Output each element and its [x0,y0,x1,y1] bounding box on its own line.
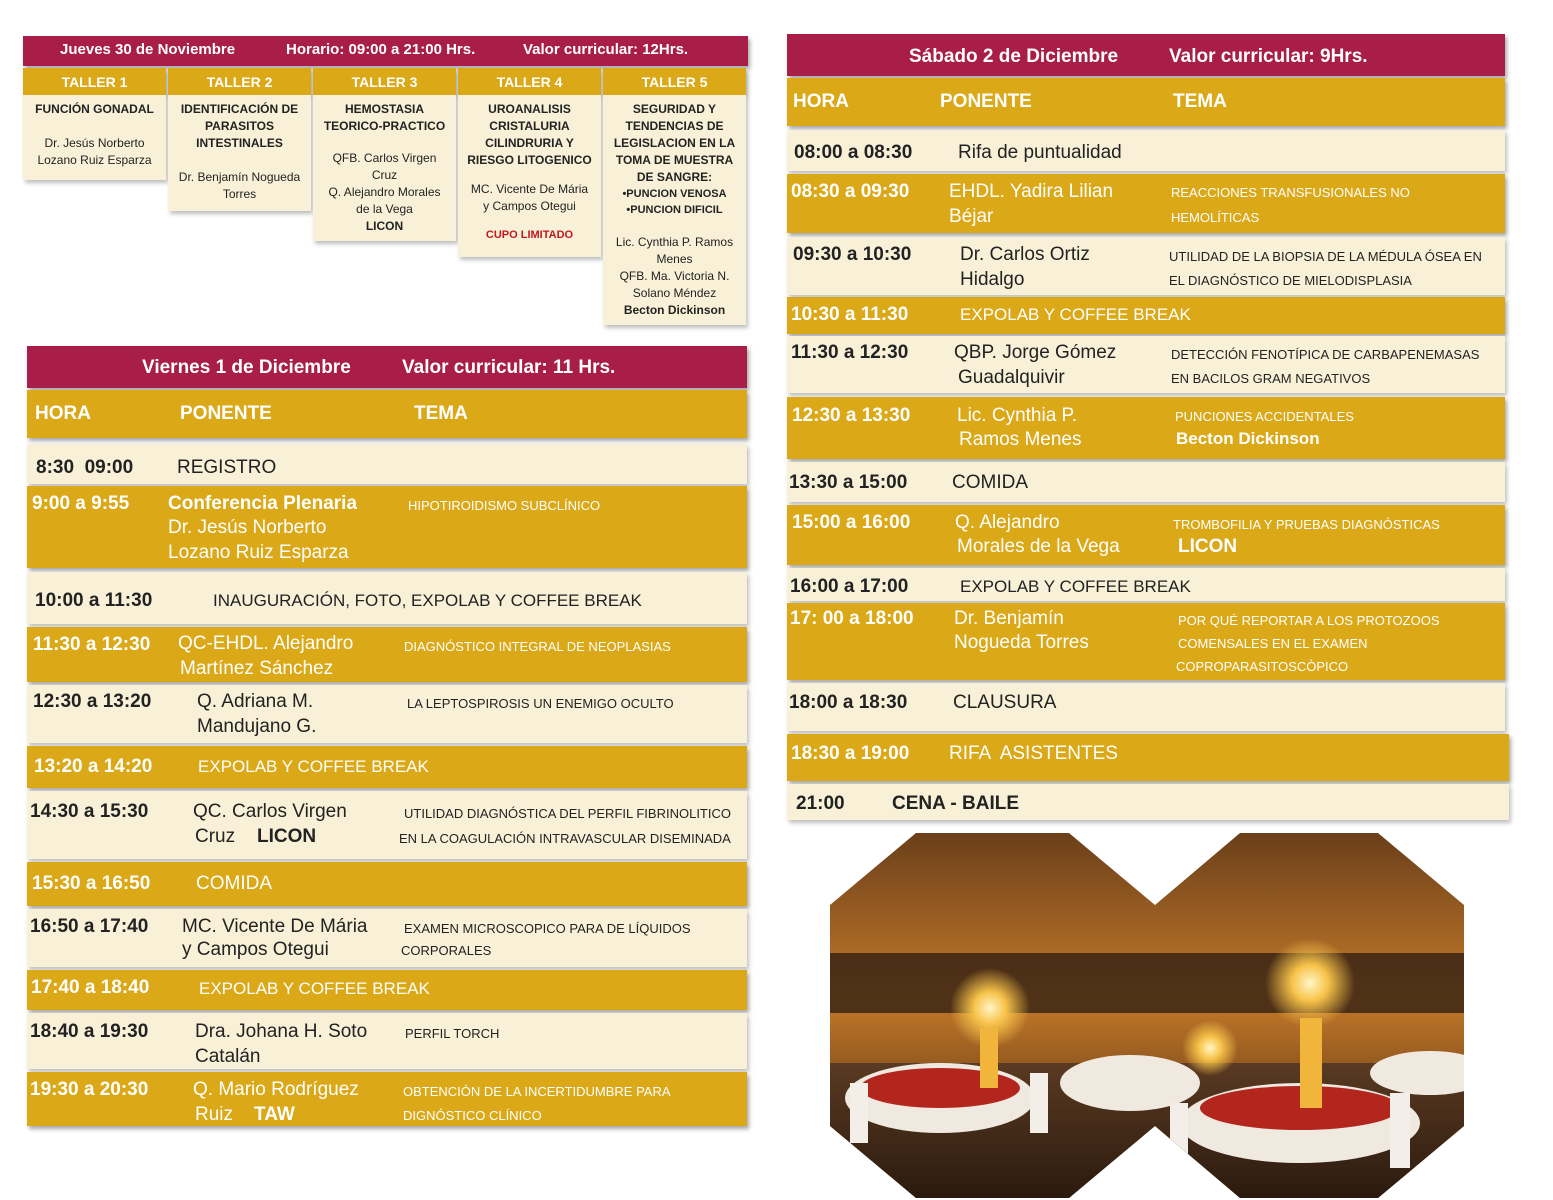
viernes-row-2-topic: HIPOTIROIDISMO SUBCLÍNICO [408,498,601,513]
viernes-row-2-time: 9:00 a 9:55 [32,493,130,514]
viernes-row-12-speaker-2: Ruiz [195,1104,234,1125]
viernes-row-11-topic: PERFIL TORCH [405,1026,500,1041]
sabado-row-12 [787,734,1509,781]
sabado-row-3-topic-2: EL DIAGNÓSTICO DE MIELODISPLASIA [1169,273,1412,288]
taller-3-speaker-line-2: Cruz [371,168,398,182]
taller-4-topic: UROANALISIS CRISTALURIA CILINDRURIA Y RIESGO LITOGENICO [467,102,592,167]
viernes-row-7-topic-2: EN LA COAGULACIÓN INTRAVASCULAR DISEMINADA [399,831,731,846]
sabado-row-11-time: 18:00 a 18:30 [789,692,908,713]
viernes-row-7-speaker-2: Cruz [195,826,236,847]
sabado-row-9-activity: EXPOLAB Y COFFEE BREAK [960,577,1191,596]
sabado-valor: Valor curricular: 9Hrs. [1169,46,1368,67]
restaurant-photo [830,833,1480,1198]
jueves-horario: Horario: 09:00 a 21:00 Hrs. [286,41,476,58]
sabado-row-6-speaker: Lic. Cynthia P. [957,405,1078,426]
taller-5-topic: SEGURIDAD Y TENDENCIAS DE LEGISLACION EN LA TOMA DE MUESTRA DE SANGRE: [613,102,736,184]
taller-5-speaker-line-2: Menes [656,252,693,266]
sabado-row-11-activity: CLAUSURA [953,692,1057,713]
sabado-row-10-speaker: Dr. Benjamín [954,608,1064,629]
sabado-row-13-activity: CENA - BAILE [892,793,1020,814]
viernes-row-6-time: 13:20 a 14:20 [34,756,153,777]
taller-5 [603,68,746,325]
sabado-row-9-time: 16:00 a 17:00 [790,576,909,597]
sabado-row-8 [787,505,1505,565]
taller-5-bullet-2: •PUNCION DIFICIL [626,204,723,216]
sabado-row-12-activity: RIFA ASISTENTES [949,743,1118,764]
viernes-date: Viernes 1 de Diciembre [142,357,351,378]
viernes-row-8-activity: COMIDA [196,873,272,894]
sabado-col-hora: HORA [793,91,849,112]
taller-3-speaker-line-4: de la Vega [356,202,413,216]
sabado-col-ponente: PONENTE [940,91,1032,112]
taller-2-topic: IDENTIFICACIÓN DE PARASITOS INTESTINALES [180,102,299,150]
sabado-row-3-time: 09:30 a 10:30 [793,244,912,265]
viernes-row-1 [27,444,747,484]
sabado-row-2-speaker: EHDL. Yadira Lilian [949,181,1114,202]
sabado-row-5-topic: DETECCIÓN FENOTÍPICA DE CARBAPENEMASAS [1171,347,1480,362]
sabado-row-11 [787,683,1505,731]
sabado-row-4-time: 10:30 a 11:30 [791,304,909,325]
sabado-row-4-activity: EXPOLAB Y COFFEE BREAK [960,305,1191,324]
jueves-header [23,36,748,66]
sabado-row-3 [787,237,1505,295]
taller-4-speaker-line-2: y Campos Otegui [483,199,576,213]
viernes-row-9-time: 16:50 a 17:40 [30,916,149,937]
viernes-row-12-speaker: Q. Mario Rodríguez [193,1079,359,1100]
taller-5-sponsor: Becton Dickinson [623,303,726,317]
taller-1-speaker-line-1: Dr. Jesús Norberto [44,136,145,150]
jueves-date: Jueves 30 de Noviembre [60,41,236,58]
sabado-row-8-time: 15:00 a 16:00 [792,512,911,533]
sabado-row-4 [787,297,1505,334]
sabado-col-tema: TEMA [1173,91,1227,112]
viernes-row-9-speaker-2: y Campos Otegui [182,939,329,960]
viernes-col-ponente: PONENTE [180,403,272,424]
taller-1-body [23,95,166,180]
sabado-row-7 [787,462,1505,502]
taller-5-body [603,95,746,325]
viernes-row-2 [27,486,747,568]
viernes-row-12-time: 19:30 a 20:30 [30,1079,149,1100]
taller-1-speaker-line-2: Lozano Ruiz Esparza [37,153,152,167]
sabado-row-7-activity: COMIDA [952,472,1028,493]
sabado-row-5-time: 11:30 a 12:30 [791,342,909,363]
taller-3-sponsor: LICON [365,219,404,233]
taller-5-title: TALLER 5 [603,68,746,95]
sabado-row-2-topic: REACCIONES TRANSFUSIONALES NO [1171,185,1410,200]
viernes-row-12-topic: OBTENCIÓN DE LA INCERTIDUMBRE PARA [403,1084,671,1099]
viernes-col-tema: TEMA [414,403,468,424]
sabado-row-10-topic: POR QUÉ REPORTAR A LOS PROTOZOOS [1178,613,1440,628]
viernes-row-4-topic: DIAGNÓSTICO INTEGRAL DE NEOPLASIAS [404,639,671,654]
viernes-row-11-speaker: Dra. Johana H. Soto [195,1021,368,1042]
sabado-date: Sábado 2 de Diciembre [909,46,1119,67]
sabado-row-13 [787,784,1509,820]
sabado-row-2-speaker-2: Béjar [949,206,994,227]
viernes-row-12-sponsor: TAW [254,1104,295,1125]
sabado-row-7-time: 13:30 a 15:00 [789,472,908,493]
sabado-row-10-topic-3: COPROPARASITOSCÒPICO [1176,659,1349,674]
viernes-row-12-topic-2: DIGNÓSTICO CLÍNICO [403,1108,542,1123]
viernes-row-3 [27,572,747,624]
sabado-header [787,34,1505,76]
sabado-row-8-topic: TROMBOFILIA Y PRUEBAS DIAGNÓSTICAS [1173,517,1440,532]
taller-3-title: TALLER 3 [313,68,456,95]
sabado-row-10-time: 17: 00 a 18:00 [790,608,914,629]
taller-4-note: CUPO LIMITADO [485,229,574,241]
viernes-row-3-activity: INAUGURACIÓN, FOTO, EXPOLAB Y COFFEE BREAK [213,591,642,610]
viernes-row-7-sponsor: LICON [257,826,317,847]
taller-5-speaker-line-3: QFB. Ma. Victoria N. [619,269,730,283]
viernes-row-5-speaker-2: Mandujano G. [197,716,317,737]
sabado-row-3-speaker-2: Hidalgo [960,269,1025,290]
taller-5-bullet-1: •PUNCION VENOSA [622,188,727,200]
viernes-row-5-speaker: Q. Adriana M. [197,691,314,712]
sabado-row-6 [787,397,1505,459]
taller-3-topic: HEMOSTASIA TEORICO-PRACTICO [323,102,446,133]
viernes-row-5-time: 12:30 a 13:20 [33,691,152,712]
sabado-row-6-topic: PUNCIONES ACCIDENTALES [1175,409,1354,424]
taller-1-topic: FUNCIÓN GONADAL [35,102,154,116]
sabado-row-8-speaker: Q. Alejandro [955,512,1060,533]
taller-2-title: TALLER 2 [168,68,311,95]
viernes-col-hora: HORA [35,403,91,424]
viernes-row-9-topic: EXAMEN MICROSCOPICO PARA DE LÍQUIDOS [404,921,691,936]
viernes-row-10-time: 17:40 a 18:40 [31,977,150,998]
sabado-row-2 [787,174,1505,233]
sabado-row-12-time: 18:30 a 19:00 [791,743,910,764]
taller-5-speaker-line-1: Lic. Cynthia P. Ramos [615,235,734,249]
viernes-row-11 [27,1013,747,1069]
viernes-row-7-speaker: QC. Carlos Virgen [193,801,347,822]
taller-2-body [168,95,311,211]
viernes-row-9 [27,909,747,967]
sabado-row-8-sponsor: LICON [1178,536,1238,557]
sabado-row-1-activity: Rifa de puntualidad [958,142,1122,163]
sabado-row-3-speaker: Dr. Carlos Ortiz [960,244,1090,265]
viernes-row-2-speaker-bold: Conferencia Plenaria [168,493,358,514]
viernes-row-2-speaker-2: Lozano Ruiz Esparza [168,542,349,563]
taller-4-title: TALLER 4 [458,68,601,95]
taller-2 [168,68,311,211]
viernes-row-3-time: 10:00 a 11:30 [35,590,153,611]
sabado-row-6-time: 12:30 a 13:30 [792,405,911,426]
taller-3 [313,68,456,241]
sabado-row-5-speaker-2: Guadalquivir [958,367,1065,388]
viernes-header [27,346,747,388]
viernes-row-1-time: 8:30 09:00 [36,457,134,478]
viernes-row-7-topic: UTILIDAD DIAGNÓSTICA DEL PERFIL FIBRINOLITICO [404,806,731,821]
viernes-valor: Valor curricular: 11 Hrs. [402,357,616,378]
sabado-row-2-topic-2: HEMOLÍTICAS [1171,210,1260,225]
viernes-row-1-speaker: REGISTRO [177,457,277,478]
viernes-row-10-activity: EXPOLAB Y COFFEE BREAK [199,979,430,998]
taller-3-speaker-line-1: QFB. Carlos Virgen [332,151,437,165]
sabado-row-5-speaker: QBP. Jorge Gómez [954,342,1117,363]
sabado-row-8-speaker-2: Morales de la Vega [957,536,1120,557]
sabado-row-1-time: 08:00 a 08:30 [794,142,913,163]
viernes-row-4-time: 11:30 a 12:30 [33,634,151,655]
jueves-valor: Valor curricular: 12Hrs. [523,41,689,58]
taller-2-speaker-line-1: Dr. Benjamín Nogueda [178,170,301,184]
sabado-row-5-topic-2: EN BACILOS GRAM NEGATIVOS [1171,371,1371,386]
viernes-row-7-time: 14:30 a 15:30 [30,801,149,822]
viernes-row-9-speaker: MC. Vicente De Mária [182,916,368,937]
viernes-row-12 [27,1072,747,1126]
sabado-row-10-speaker-2: Nogueda Torres [954,632,1089,653]
sabado-column-header [787,78,1505,126]
viernes-row-6-activity: EXPOLAB Y COFFEE BREAK [198,757,429,776]
sabado-row-10 [787,603,1505,680]
sabado-row-5 [787,336,1505,393]
viernes-row-4 [27,627,747,682]
taller-1 [23,68,166,180]
viernes-row-6 [27,746,747,788]
viernes-row-4-speaker: QC-EHDL. Alejandro [178,633,354,654]
viernes-row-5-topic: LA LEPTOSPIROSIS UN ENEMIGO OCULTO [407,696,674,711]
taller-4-speaker-line-1: MC. Vicente De Mária [470,182,589,196]
taller-2-speaker-line-2: Torres [222,187,257,201]
taller-4 [458,68,601,257]
viernes-row-11-speaker-2: Catalán [195,1046,261,1067]
viernes-row-2-speaker: Dr. Jesús Norberto [168,517,327,538]
viernes-row-8-time: 15:30 a 16:50 [32,873,151,894]
taller-3-speaker-line-3: Q. Alejandro Morales [328,185,441,199]
sabado-row-3-topic: UTILIDAD DE LA BIOPSIA DE LA MÉDULA ÓSEA EN [1169,249,1482,264]
sabado-row-2-time: 08:30 a 09:30 [791,181,910,202]
viernes-row-4-speaker-2: Martínez Sánchez [180,658,334,679]
sabado-row-6-speaker-2: Ramos Menes [959,429,1082,450]
viernes-row-8 [27,862,747,906]
viernes-row-5 [27,685,747,743]
sabado-row-1 [787,130,1505,171]
viernes-row-11-time: 18:40 a 19:30 [30,1021,149,1042]
taller-3-body [313,95,456,241]
photo-content [830,833,1480,1198]
taller-4-body [458,95,601,257]
viernes-row-7 [27,791,747,859]
taller-5-speaker-line-4: Solano Méndez [632,286,717,300]
sabado-row-13-time: 21:00 [796,793,845,814]
sabado-row-6-sponsor: Becton Dickinson [1176,429,1320,448]
taller-1-title: TALLER 1 [23,68,166,95]
sabado-row-10-topic-2: COMENSALES EN EL EXAMEN [1178,636,1368,651]
viernes-row-9-topic-2: CORPORALES [401,943,492,958]
viernes-column-header [27,390,747,438]
viernes-row-10 [27,970,747,1010]
sabado-row-9 [787,568,1505,601]
